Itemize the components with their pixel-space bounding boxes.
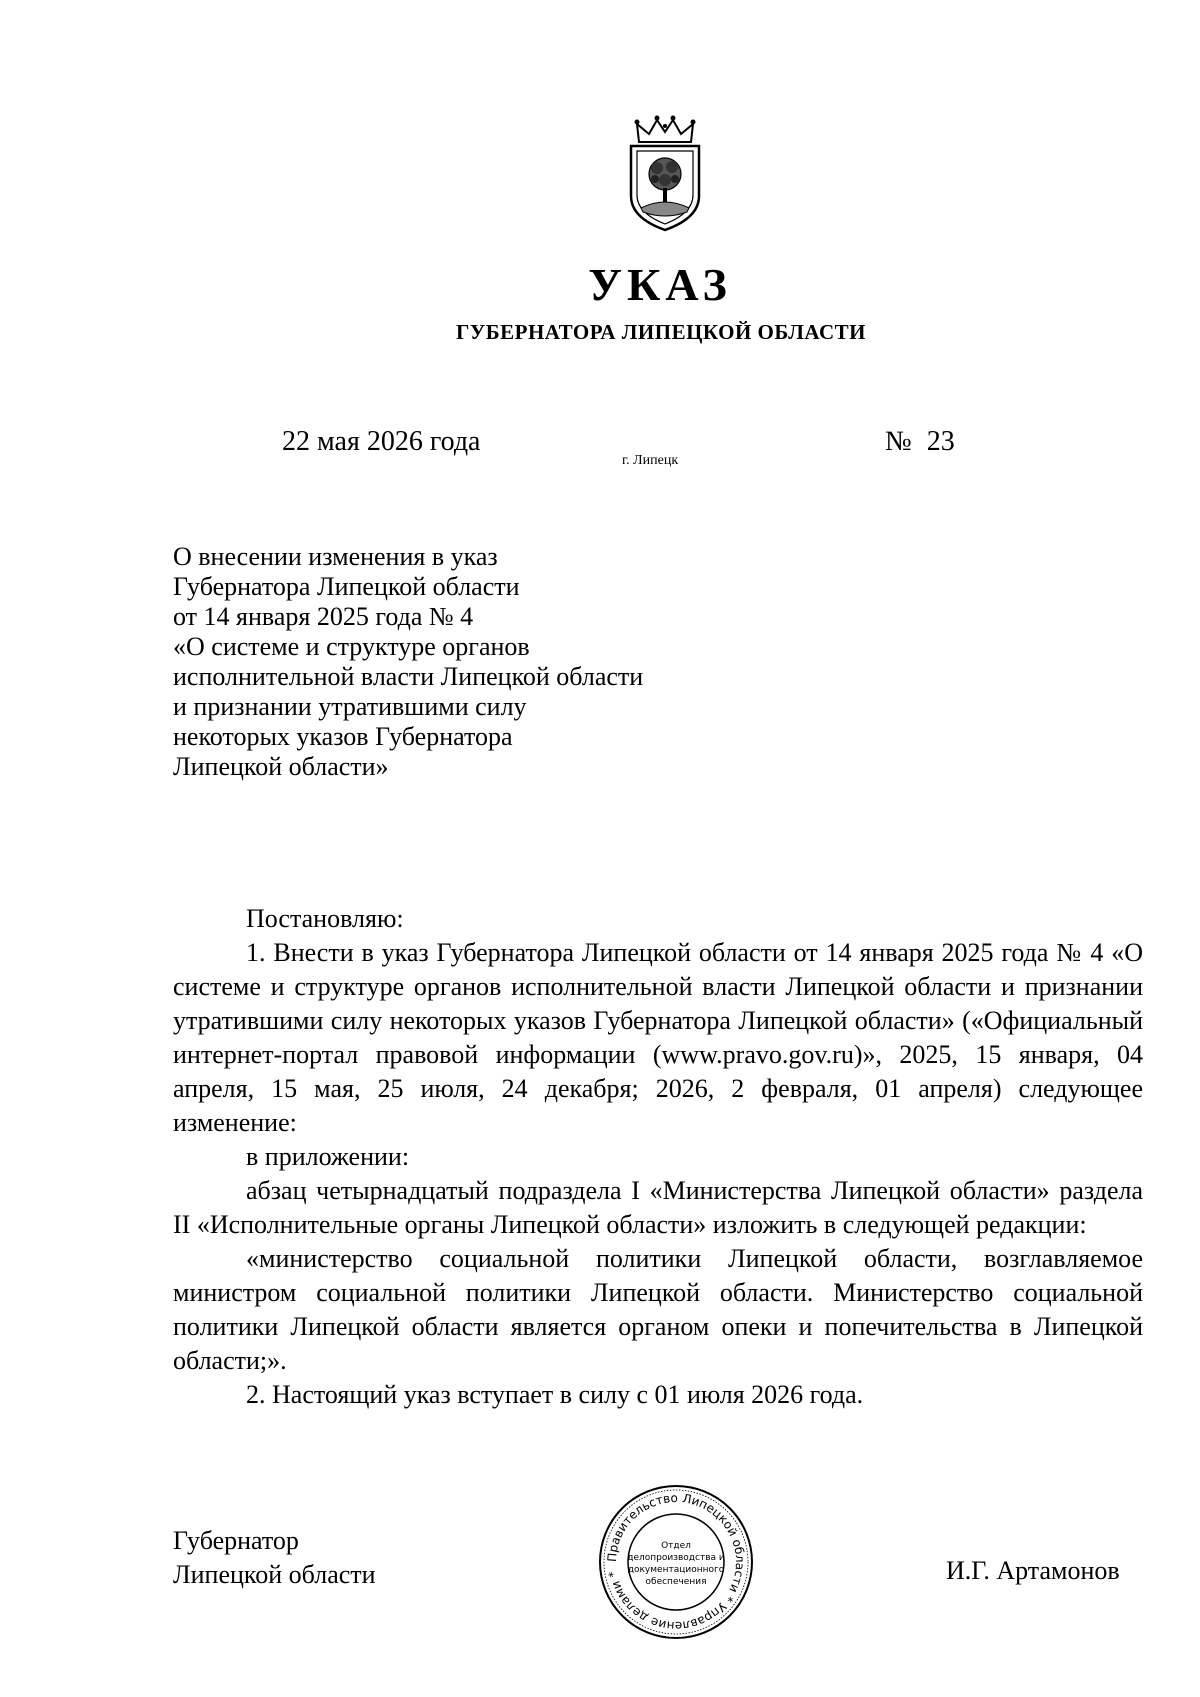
body-paragraph: в приложении: — [246, 1142, 410, 1171]
seal-inner-line: Отдел — [661, 1541, 691, 1551]
signature-position-line: Липецкой области — [173, 1560, 376, 1589]
signature-name: И.Г. Артамонов — [946, 1556, 1120, 1585]
seal-inner-line: обеспечения — [645, 1577, 707, 1587]
coat-of-arms-icon — [617, 112, 713, 234]
body-paragraph: «министерство социальной политики Липецкой области, возглавляемое министром социальной политики Липецкой области. Министерство социальной политики Липецкой области является органом опеки и попечительства в Липецкой области;». — [173, 1244, 1143, 1375]
seal-inner-line: документационного — [627, 1565, 725, 1575]
document-date: 22 мая 2026 года — [282, 426, 481, 457]
subject-line: Губернатора Липецкой области — [173, 572, 520, 601]
subject-line: «О системе и структуре органов — [173, 632, 530, 661]
signature-position-line: Губернатор — [173, 1526, 299, 1555]
official-seal-icon — [596, 1482, 756, 1642]
body-paragraph: 2. Настоящий указ вступает в силу с 01 июля 2026 года. — [246, 1380, 864, 1409]
document-number: № 23 — [885, 426, 955, 457]
body-paragraph: Постановляю: — [246, 904, 404, 933]
subject-line: некоторых указов Губернатора — [173, 722, 513, 751]
document-subtitle: ГУБЕРНАТОРА ЛИПЕЦКОЙ ОБЛАСТИ — [455, 320, 867, 344]
document-title: УКАЗ — [588, 259, 732, 310]
body-paragraph: 1. Внести в указ Губернатора Липецкой области от 14 января 2025 года № 4 «О системе и структуре органов исполнительной власти Липецкой области и признании утратившими силу некоторых указов Губернатора Липецкой области» («Официальный интернет-портал правовой информации (www.pravo.gov.ru)», 2025, 15 января, 04 апреля, 15 мая, 25 июля, 24 декабря; 2026, 2 февраля, 01 апреля) следующее изменение: — [173, 938, 1143, 1137]
document-subject — [173, 542, 713, 782]
subject-line: и признании утратившими силу — [173, 692, 527, 721]
seal-outer-text: Правительство Липецкой области * Управление делами * — [604, 1490, 748, 1634]
subject-line: от 14 января 2025 года № 4 — [173, 602, 474, 631]
seal-inner-line: делопроизводства и — [627, 1553, 725, 1563]
subject-line: Липецкой области» — [173, 752, 389, 781]
signature-position — [173, 1524, 376, 1592]
document-city: г. Липецк — [622, 453, 679, 468]
document-body — [173, 902, 1143, 1412]
subject-line: исполнительной власти Липецкой области — [173, 662, 644, 691]
subject-line: О внесении изменения в указ — [173, 542, 498, 571]
body-paragraph: абзац четырнадцатый подраздела I «Министерства Липецкой области» раздела II «Исполнительные органы Липецкой области» изложить в следующей редакции: — [173, 1176, 1143, 1239]
